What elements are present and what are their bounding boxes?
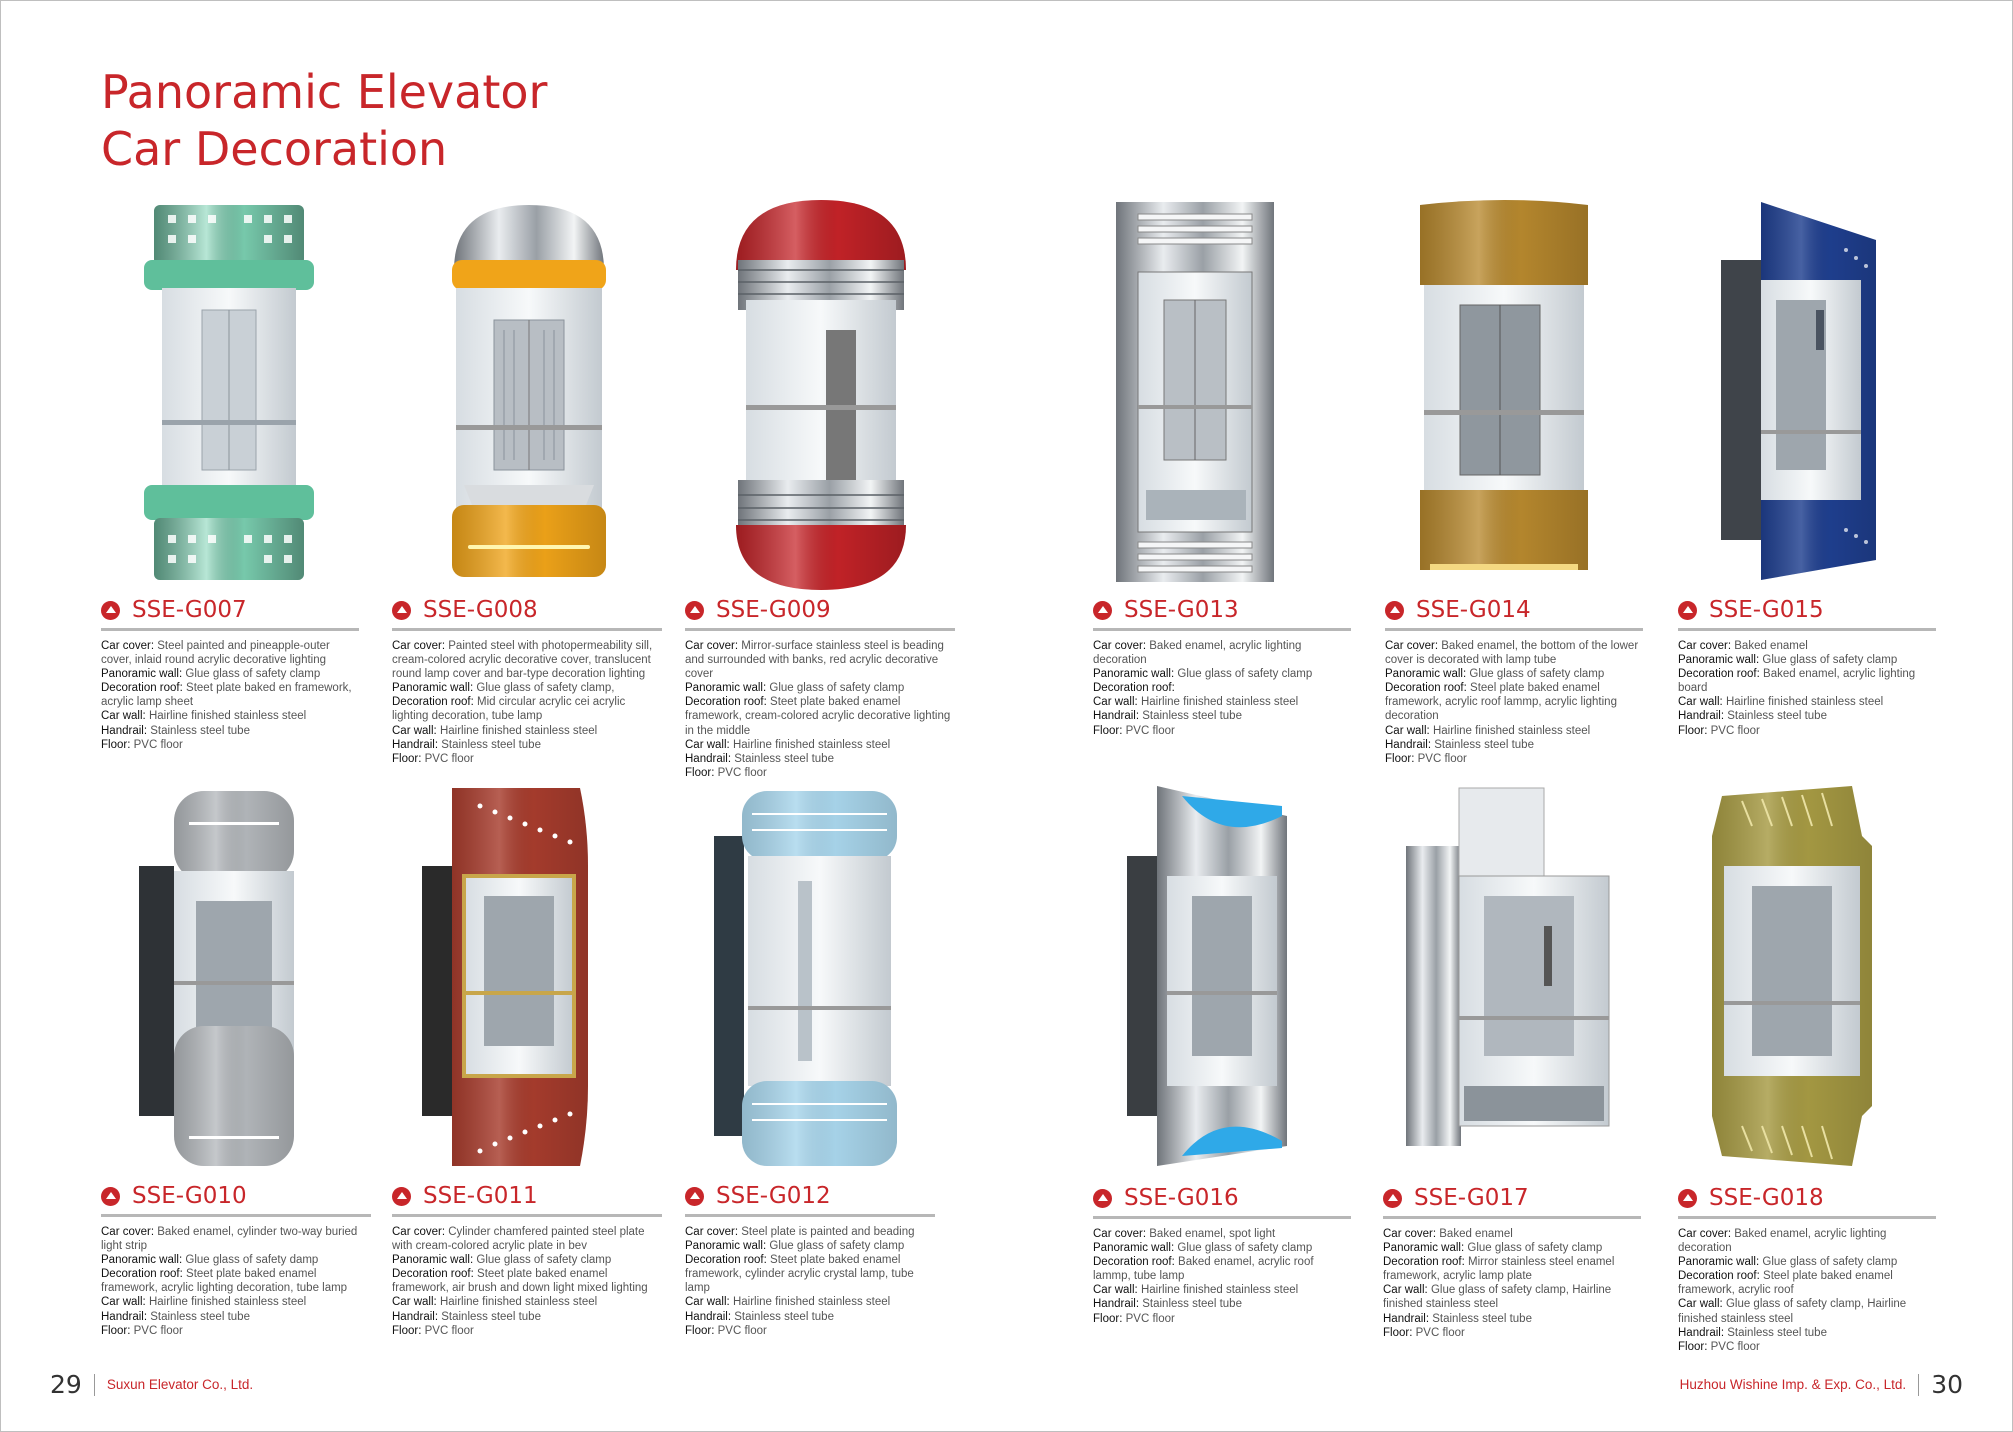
spec-panoramic-wall: Panoramic wall: Glue glass of safety clamp [392, 1254, 612, 1267]
product-code: SSE-G016 [1124, 1185, 1239, 1211]
page-title [101, 64, 547, 178]
spec-decoration-roof: Decoration roof: Baked enamel, acrylic roof lammp, tube lamp [1093, 1256, 1314, 1283]
spec-handrail: Handrail: Stainless steel tube [392, 1310, 541, 1323]
product-caption-g008 [392, 594, 662, 766]
spec-decoration-roof: Decoration roof: Steet plate baked enamel framework, air brush and down light mixed lighting [392, 1268, 648, 1295]
spec-panoramic-wall: Panoramic wall: Glue glass of safety clamp [1678, 654, 1898, 667]
spec-decoration-roof: Decoration roof: Steel plate baked enamel framework, acrylic roof [1678, 1270, 1893, 1297]
elevator-g011-illustration [420, 786, 630, 1176]
product-code: SSE-G008 [423, 597, 538, 623]
spec-car-cover: Car cover: Baked enamel [1383, 1228, 1513, 1240]
elevator-g010-illustration [134, 786, 344, 1176]
spec-car-wall: Car wall: Hairline finished stainless steel [101, 710, 307, 723]
product-caption-g014 [1385, 594, 1643, 766]
spec-handrail: Handrail: Stainless steel tube [101, 724, 250, 737]
spec-car-cover: Car cover: Baked enamel, acrylic lighting decoration [1093, 640, 1302, 667]
caption-header [1678, 594, 1936, 631]
elevator-g013-illustration [1106, 200, 1316, 590]
triangle-up-icon [1093, 1189, 1112, 1208]
spec-list [101, 1225, 371, 1338]
spec-decoration-roof: Decoration roof: Steet plate baked enamel framework, cylinder acrylic crystal lamp, tube lamp [685, 1254, 914, 1295]
spec-panoramic-wall: Panoramic wall: Glue glass of safety damp [101, 1254, 319, 1267]
product-code: SSE-G010 [132, 1183, 247, 1209]
spec-car-wall: Car wall: Hairline finished stainless steel [101, 1296, 307, 1309]
triangle-up-icon [685, 601, 704, 620]
title-line-1: Panoramic Elevator [101, 65, 548, 119]
spec-handrail: Handrail: Stainless steel tube [1678, 710, 1827, 723]
elevator-g016-illustration [1122, 786, 1332, 1176]
company-name-right: Huzhou Wishine Imp. & Exp. Co., Ltd. [1679, 1377, 1907, 1392]
spec-list [1678, 639, 1936, 738]
triangle-up-icon [392, 601, 411, 620]
product-code: SSE-G011 [423, 1183, 538, 1209]
spec-car-cover: Car cover: Baked enamel, acrylic lighting decoration [1678, 1228, 1887, 1255]
spec-floor: Floor: PVC floor [685, 1324, 767, 1337]
spec-panoramic-wall: Panoramic wall: Glue glass of safety clamp [1093, 668, 1313, 681]
elevator-g018-illustration [1702, 786, 1912, 1176]
spec-floor: Floor: PVC floor [101, 738, 183, 751]
product-caption-g007 [101, 594, 359, 752]
product-caption-g010 [101, 1180, 371, 1338]
spec-car-wall: Car wall: Hairline finished stainless steel [1093, 696, 1299, 709]
spec-list [685, 1225, 935, 1338]
spec-car-wall: Car wall: Hairline finished stainless steel [1678, 696, 1884, 709]
product-code: SSE-G015 [1709, 597, 1824, 623]
spec-car-cover: Car cover: Baked enamel [1678, 640, 1808, 652]
product-caption-g009 [685, 594, 955, 780]
elevator-g009-illustration [716, 200, 926, 590]
caption-header [1678, 1182, 1936, 1219]
spec-floor: Floor: PVC floor [1093, 1312, 1175, 1325]
spec-floor: Floor: PVC floor [392, 752, 474, 765]
product-code: SSE-G018 [1709, 1185, 1824, 1211]
spec-decoration-roof: Decoration roof: Baked enamel, acrylic lighting board [1678, 668, 1916, 695]
product-caption-g012 [685, 1180, 935, 1338]
spec-floor: Floor: PVC floor [101, 1324, 183, 1337]
footer-divider [94, 1374, 95, 1396]
product-code: SSE-G009 [716, 597, 831, 623]
spec-decoration-roof: Decoration roof: Steet plate baked enamel framework, acrylic lighting decoration, tube lamp [101, 1268, 348, 1295]
product-caption-g011 [392, 1180, 662, 1338]
caption-header [1385, 594, 1643, 631]
spec-panoramic-wall: Panoramic wall: Glue glass of safety clamp [1678, 1256, 1898, 1269]
spec-car-cover: Car cover: Baked enamel, spot light [1093, 1228, 1276, 1240]
caption-header [101, 594, 359, 631]
triangle-up-icon [1678, 601, 1697, 620]
elevator-g007-illustration [134, 200, 344, 590]
product-code: SSE-G017 [1414, 1185, 1529, 1211]
spec-decoration-roof: Decoration roof: Steel plate baked enamel framework, acrylic roof lammp, acrylic lighting decoration [1385, 682, 1617, 723]
product-code: SSE-G013 [1124, 597, 1239, 623]
spec-decoration-roof: Decoration roof: Steet plate baked enamel framework, cream-colored acrylic decorative lighting in the middle [685, 696, 951, 737]
spec-handrail: Handrail: Stainless steel tube [1093, 1298, 1242, 1311]
spec-car-cover: Car cover: Baked enamel, the bottom of the lower cover is decorated with lamp tube [1385, 640, 1639, 667]
product-caption-g018 [1678, 1182, 1936, 1354]
elevator-g015-illustration [1716, 200, 1926, 590]
footer-right [1680, 1370, 1963, 1399]
footer-left [50, 1370, 253, 1399]
title-line-2: Car Decoration [101, 122, 448, 176]
product-code: SSE-G012 [716, 1183, 831, 1209]
triangle-up-icon [392, 1187, 411, 1206]
spec-list [685, 639, 955, 780]
triangle-up-icon [1093, 601, 1112, 620]
product-caption-g017 [1383, 1182, 1641, 1340]
spec-car-wall: Car wall: Hairline finished stainless steel [1385, 724, 1591, 737]
caption-header [1383, 1182, 1641, 1219]
elevator-g008-illustration [424, 200, 634, 590]
triangle-up-icon [1383, 1189, 1402, 1208]
triangle-up-icon [101, 601, 120, 620]
elevator-g017-illustration [1404, 786, 1614, 1176]
spec-car-cover: Car cover: Cylinder chamfered painted steel plate with cream-colored acrylic plate in bev [392, 1226, 645, 1253]
spec-panoramic-wall: Panoramic wall: Glue glass of safety clamp [1385, 668, 1605, 681]
spec-handrail: Handrail: Stainless steel tube [1093, 710, 1242, 723]
spec-floor: Floor: PVC floor [392, 1324, 474, 1337]
spec-handrail: Handrail: Stainless steel tube [685, 1310, 834, 1323]
caption-header [685, 594, 955, 631]
spec-panoramic-wall: Panoramic wall: Glue glass of safety clamp [1093, 1242, 1313, 1255]
product-code: SSE-G014 [1416, 597, 1531, 623]
spec-floor: Floor: PVC floor [1385, 752, 1467, 765]
spec-panoramic-wall: Panoramic wall: Glue glass of safety clamp [685, 1240, 905, 1253]
spec-panoramic-wall: Panoramic wall: Glue glass of safety clamp, [392, 682, 615, 695]
spec-car-cover: Car cover: Painted steel with photopermeability sill, cream-colored acrylic decorative cover, translucent round lamp cover and bar-type decoration lighting [392, 640, 653, 681]
caption-header [1093, 1182, 1351, 1219]
spec-panoramic-wall: Panoramic wall: Glue glass of safety clamp [685, 682, 905, 695]
product-caption-g015 [1678, 594, 1936, 738]
spec-decoration-roof: Decoration roof: Mirror stainless steel enamel framework, acrylic lamp plate [1383, 1256, 1615, 1283]
caption-header [1093, 594, 1351, 631]
spec-list [1383, 1227, 1641, 1340]
spec-car-wall: Car wall: Hairline finished stainless steel [392, 724, 598, 737]
company-name-left: Suxun Elevator Co., Ltd. [106, 1377, 254, 1392]
spec-list [1093, 1227, 1351, 1326]
spec-car-wall: Car wall: Hairline finished stainless steel [685, 738, 891, 751]
product-caption-g016 [1093, 1182, 1351, 1326]
spec-car-cover: Car cover: Mirror-surface stainless steel is beading and surrounded with banks, red acrylic decorative cover [685, 640, 944, 681]
spec-handrail: Handrail: Stainless steel tube [685, 752, 834, 765]
caption-header [392, 1180, 662, 1217]
spec-floor: Floor: PVC floor [1678, 1340, 1760, 1353]
spec-handrail: Handrail: Stainless steel tube [1678, 1326, 1827, 1339]
spec-handrail: Handrail: Stainless steel tube [1383, 1312, 1532, 1325]
spec-list [392, 639, 662, 766]
spec-floor: Floor: PVC floor [1383, 1326, 1465, 1339]
spec-handrail: Handrail: Stainless steel tube [392, 738, 541, 751]
spec-list [101, 639, 359, 752]
elevator-g014-illustration [1410, 200, 1620, 590]
spec-list [392, 1225, 662, 1338]
caption-header [685, 1180, 935, 1217]
footer-divider [1918, 1374, 1919, 1396]
spec-floor: Floor: PVC floor [1678, 724, 1760, 737]
spec-car-cover: Car cover: Steel plate is painted and beading [685, 1226, 915, 1238]
spec-floor: Floor: PVC floor [685, 766, 767, 779]
spec-car-wall: Car wall: Hairline finished stainless steel [392, 1296, 598, 1309]
spec-floor: Floor: PVC floor [1093, 724, 1175, 737]
triangle-up-icon [685, 1187, 704, 1206]
spec-car-cover: Car cover: Steel painted and pineapple-outer cover, inlaid round acrylic decorative lighting [101, 640, 330, 667]
spec-decoration-roof: Decoration roof: [1093, 682, 1175, 695]
triangle-up-icon [1678, 1189, 1697, 1208]
spec-car-wall: Car wall: Hairline finished stainless steel [1093, 1284, 1299, 1297]
spec-car-wall: Car wall: Hairline finished stainless steel [685, 1296, 891, 1309]
spec-decoration-roof: Decoration roof: Mid circular acrylic cei acrylic lighting decoration, tube lamp [392, 696, 626, 723]
caption-header [101, 1180, 371, 1217]
spec-car-wall: Car wall: Glue glass of safety clamp, Hairline finished stainless steel [1383, 1284, 1612, 1311]
spec-panoramic-wall: Panoramic wall: Glue glass of safety clamp [1383, 1242, 1603, 1255]
page-number-right: 30 [1931, 1370, 1963, 1399]
product-code: SSE-G007 [132, 597, 247, 623]
spec-decoration-roof: Decoration roof: Steet plate baked en framework, acrylic lamp sheet [101, 682, 352, 709]
spec-car-wall: Car wall: Glue glass of safety clamp, Hairline finished stainless steel [1678, 1298, 1907, 1325]
page-number-left: 29 [50, 1370, 82, 1399]
spec-list [1093, 639, 1351, 738]
spec-car-cover: Car cover: Baked enamel, cylinder two-way buried light strip [101, 1226, 358, 1253]
product-caption-g013 [1093, 594, 1351, 738]
spec-list [1678, 1227, 1936, 1354]
spec-list [1385, 639, 1643, 766]
spec-handrail: Handrail: Stainless steel tube [101, 1310, 250, 1323]
spec-panoramic-wall: Panoramic wall: Glue glass of safety clamp [101, 668, 321, 681]
triangle-up-icon [101, 1187, 120, 1206]
caption-header [392, 594, 662, 631]
triangle-up-icon [1385, 601, 1404, 620]
elevator-g012-illustration [712, 786, 922, 1176]
spec-handrail: Handrail: Stainless steel tube [1385, 738, 1534, 751]
